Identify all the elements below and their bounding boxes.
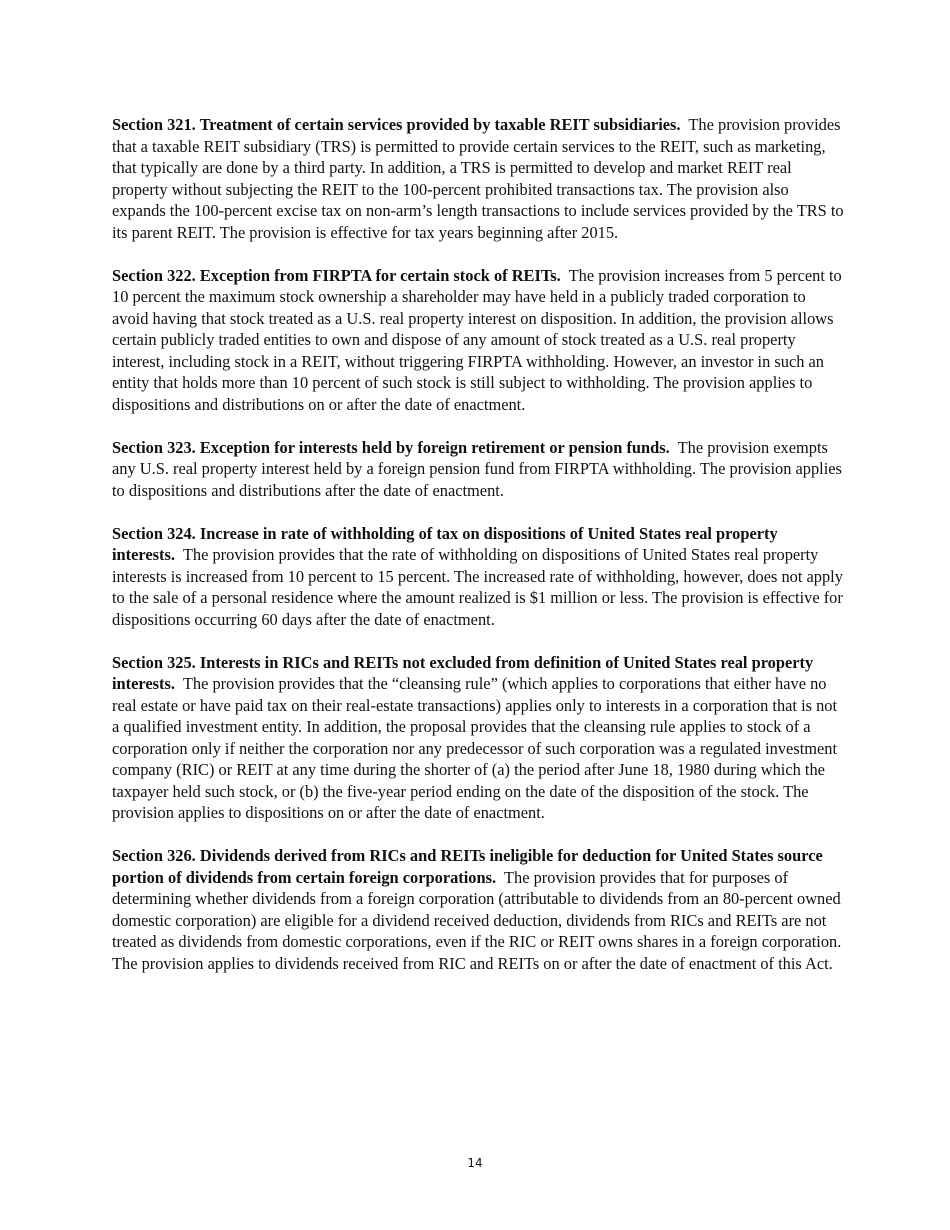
section-323: [112, 437, 844, 502]
section-heading: Section 321. Treatment of certain services provided by taxable REIT subsidiaries.: [112, 115, 681, 134]
section-324: [112, 523, 844, 631]
section-heading: Section 325. Interests in RICs and REITs not excluded from definition of United States real property interests.: [112, 652, 814, 693]
section-body: The provision increases from 5 percent to 10 percent the maximum stock ownership a shareholder may have held in a publicly traded corporation to avoid having that stock treated as a U.S. real property interest on disposition. In addition, the provision allows certain publicly traded entities to own and dispose of any amount of stock treated as a U.S. real property interest, including stock in a REIT, without triggering FIRPTA withholding. However, an investor in such an entity that holds more than 10 percent of such stock is still subject to withholding. The provision applies to dispositions and distributions on or after the date of enactment.: [112, 265, 842, 414]
section-326: [112, 845, 844, 974]
section-heading: Section 323. Exception for interests held by foreign retirement or pension funds.: [112, 437, 670, 457]
section-body: The provision exempts any U.S. real property interest held by a foreign pension fund from FIRPTA withholding. The provision applies to dispositions and distributions after the date of enactment.: [112, 437, 842, 500]
section-body: The provision provides that for purposes of determining whether dividends from a foreign corporation (attributable to dividends from an 80-percent owned domestic corporation) are eligible for a dividend received deduction, dividends from RICs and REITs are not treated as dividends from domestic corporations, even if the RIC or REIT owns shares in a foreign corporation. The provision applies to dividends received from RIC and REITs on or after the date of enactment of this Act.: [112, 867, 842, 973]
section-322: [112, 265, 844, 416]
section-body: The provision provides that a taxable REIT subsidiary (TRS) is permitted to provide certain services to the REIT, such as marketing, that typically are done by a third party. In addition, a TRS is permitted to develop and market REIT real property without subjecting the REIT to the 100-percent prohibited transactions tax. The provision also expands the 100-percent excise tax on non-arm’s length transactions to include services provided by the TRS to its parent REIT. The provision is effective for tax years beginning after 2015.: [112, 115, 844, 242]
section-heading: Section 326. Dividends derived from RICs and REITs ineligible for deduction for United States source portion of dividends from certain foreign corporations.: [112, 846, 823, 887]
section-heading: Section 324. Increase in rate of withholding of tax on dispositions of United States real property interests.: [112, 523, 778, 564]
section-body: The provision provides that the “cleansing rule” (which applies to corporations that either have no real estate or have paid tax on their real-estate transactions) applies only to interests in a corporation that is not a qualified investment entity. In addition, the proposal provides that the cleansing rule applies to stock of a corporation only if neither the corporation nor any predecessor of such corporation was a regulated investment company (RIC) or REIT at any time during the shorter of (a) the period after June 18, 1980 during which the taxpayer held such stock, or (b) the five-year period ending on the date of the disposition of the stock. The provision applies to dispositions on or after the date of enactment.: [112, 674, 838, 822]
section-321: [112, 114, 844, 243]
section-body: The provision provides that the rate of withholding on dispositions of United States real property interests is increased from 10 percent to 15 percent. The increased rate of withholding, however, does not apply to the sale of a personal residence where the amount realized is $1 million or less. The provision is effective for dispositions occurring 60 days after the date of enactment.: [112, 545, 843, 629]
document-page: [112, 114, 844, 996]
section-heading: Section 322. Exception from FIRPTA for certain stock of REITs.: [112, 265, 561, 285]
page-number: 14: [467, 1156, 483, 1170]
section-325: [112, 652, 844, 824]
